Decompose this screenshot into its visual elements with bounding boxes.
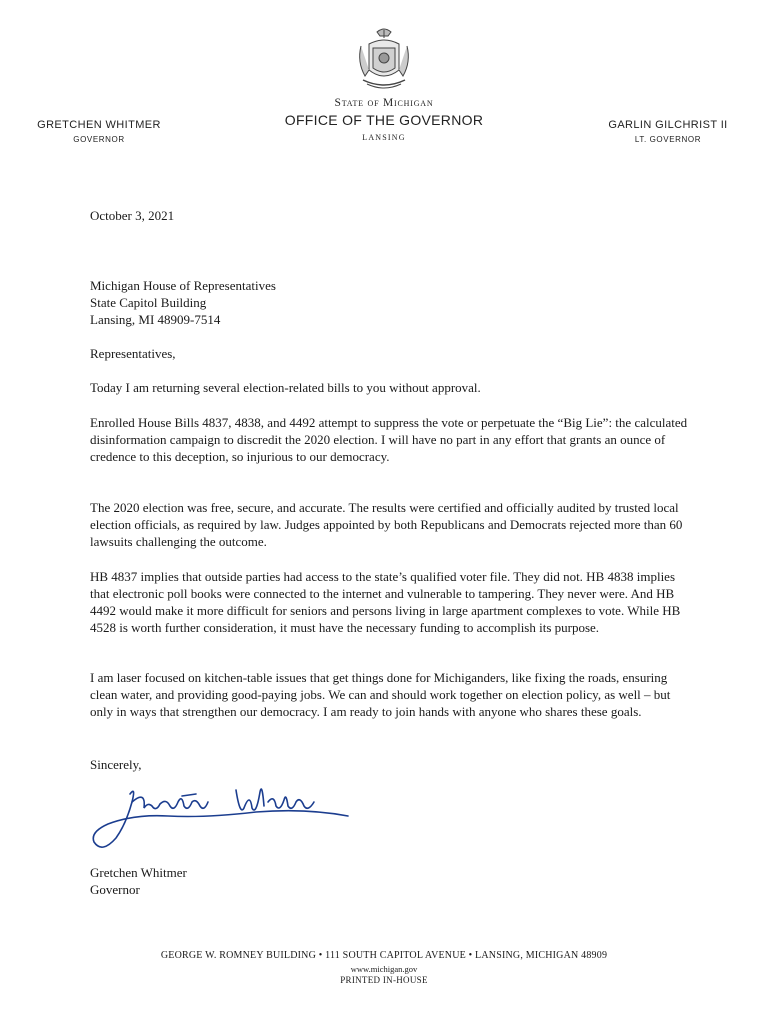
signature-image (86, 772, 358, 862)
footer-website: www.michigan.gov (350, 964, 418, 974)
office-header (234, 97, 534, 142)
paragraph: The 2020 election was free, secure, and accurate. The results were certified and officially audited by trusted local election officials, as required by law. Judges appointed by both Republicans and Democrats rejected more than 60 lawsuits challenging the outcome. (90, 500, 683, 549)
recipient-address (90, 277, 690, 328)
office-name: OFFICE OF THE GOVERNOR (284, 112, 484, 128)
recipient-line: Michigan House of Representatives (90, 278, 276, 293)
signer-name: Gretchen Whitmer (90, 865, 187, 880)
recipient-line: State Capitol Building (90, 295, 207, 310)
lt-governor-title: LT. GOVERNOR (634, 135, 702, 144)
letter-date: October 3, 2021 (90, 208, 175, 223)
salutation: Representatives, (90, 346, 176, 361)
governor-header (9, 119, 189, 144)
paragraph: I am laser focused on kitchen-table issues that get things done for Michiganders, like fixing the roads, ensuring clean water, and providing good-paying jobs. We can and should work together on election policy, as well – but only in ways that strengthen our democracy. I am ready to join hands with anyone who shares these goals. (90, 670, 671, 719)
recipient-line: Lansing, MI 48909-7514 (90, 312, 221, 327)
paragraph: HB 4837 implies that outside parties had access to the state’s qualified voter file. They did not. HB 4838 implies that electronic poll books were connected to the internet and vulnerable to tampering. They never were. And HB 4492 would make it more difficult for seniors and persons living in large apartment complexes to vote. While HB 4528 is worth further consideration, it must have the necessary funding to accomplish its purpose. (90, 569, 681, 635)
state-seal-icon (355, 26, 413, 94)
lt-governor-name: GARLIN GILCHRIST II (608, 119, 728, 131)
footer-printed: PRINTED IN-HOUSE (340, 975, 428, 985)
closing: Sincerely, (90, 757, 142, 772)
office-city: LANSING (362, 133, 406, 142)
state-name: State of Michigan (334, 97, 434, 109)
footer-address: GEORGE W. ROMNEY BUILDING • 111 SOUTH CAPITOL AVENUE • LANSING, MICHIGAN 48909 (160, 950, 608, 961)
signer-title: Governor (90, 882, 140, 897)
paragraph: Today I am returning several election-related bills to you without approval. (90, 380, 481, 395)
lt-governor-header (578, 119, 758, 144)
signer-block (90, 864, 690, 898)
paragraph: Enrolled House Bills 4837, 4838, and 4492 attempt to suppress the vote or perpetuate the “Big Lie”: the calculated disinformation campaign to discredit the 2020 election. I will have no part in any effort that grants an ounce of credence to this deception, so injurious to our democracy. (90, 415, 688, 464)
governor-name: GRETCHEN WHITMER (37, 119, 161, 131)
governor-title: GOVERNOR (73, 135, 125, 144)
